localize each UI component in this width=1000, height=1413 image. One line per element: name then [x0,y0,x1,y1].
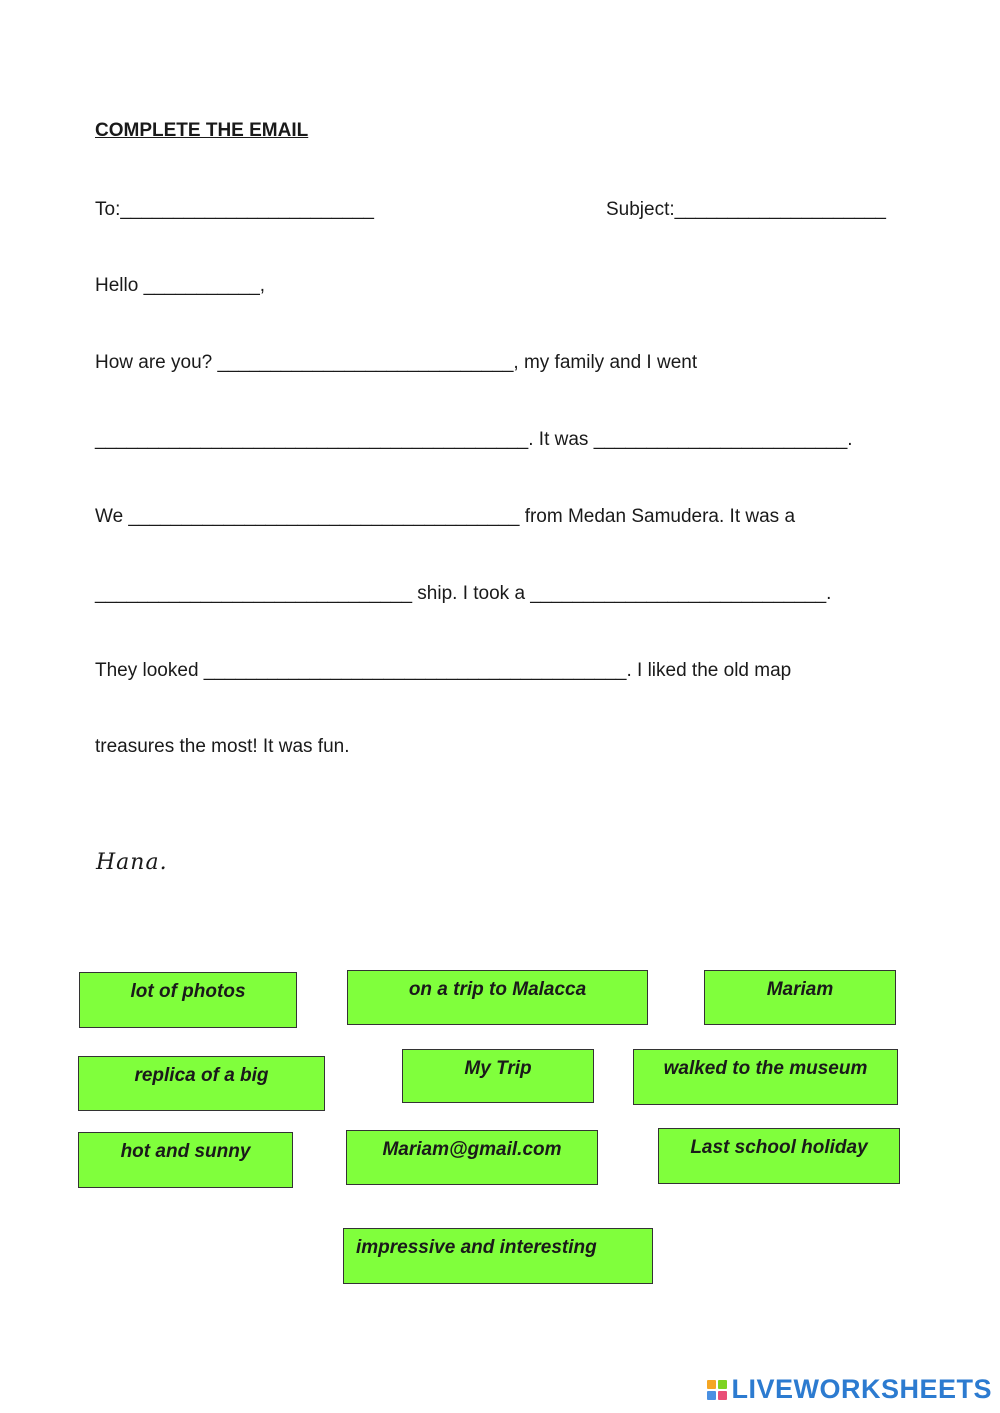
to-field[interactable]: To:________________________ [95,199,374,220]
word-tile[interactable]: Mariam@gmail.com [346,1130,598,1185]
word-tile[interactable]: on a trip to Malacca [347,970,648,1025]
logo-square [707,1391,716,1400]
word-tile[interactable]: replica of a big [78,1056,325,1111]
word-tile[interactable]: lot of photos [79,972,297,1028]
logo-square [707,1380,716,1389]
subject-field[interactable]: Subject:____________________ [606,199,886,220]
logo-text: LIVEWORKSHEETS [731,1374,992,1404]
word-tile[interactable]: Last school holiday [658,1128,900,1184]
email-line: treasures the most! It was fun. [95,736,350,757]
signature: Hana. [96,850,168,875]
greeting-line[interactable]: Hello ___________, [95,275,266,296]
email-line[interactable]: ______________________________ ship. I took a ____________________________. [95,583,832,604]
word-tile[interactable]: impressive and interesting [343,1228,653,1284]
word-tile[interactable]: Mariam [704,970,896,1025]
logo-square [718,1391,727,1400]
word-tile[interactable]: walked to the museum [633,1049,898,1105]
word-tile[interactable]: My Trip [402,1049,594,1103]
email-line[interactable]: We _____________________________________ from Medan Samudera. It was a [95,506,796,527]
email-line[interactable]: How are you? ____________________________, my family and I went [95,352,698,373]
word-tile[interactable]: hot and sunny [78,1132,293,1188]
logo-square [718,1380,727,1389]
worksheet-title: COMPLETE THE EMAIL [95,120,309,141]
liveworksheets-logo [707,1374,992,1405]
logo-mark-icon [707,1380,727,1400]
email-line[interactable]: _________________________________________. It was ________________________. [95,429,853,450]
email-line[interactable]: They looked ________________________________________. I liked the old map [95,660,792,681]
